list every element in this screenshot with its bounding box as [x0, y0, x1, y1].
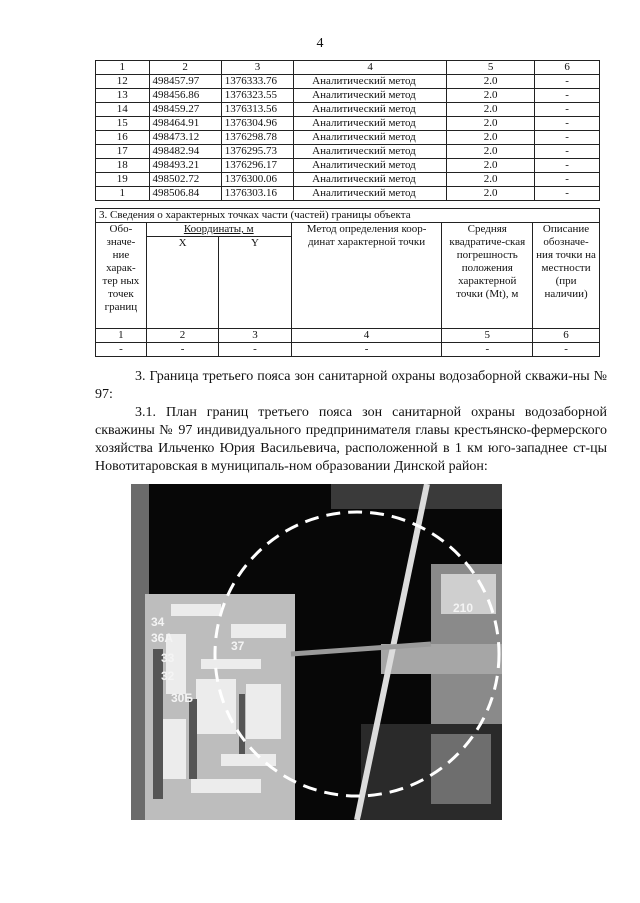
- table-row: [96, 159, 600, 173]
- num-col-5: 5: [442, 329, 533, 343]
- parcel-label: 34: [151, 615, 165, 629]
- table-cell: 19: [96, 173, 150, 187]
- table-row: [96, 131, 600, 145]
- table-row: [96, 145, 600, 159]
- table-cell: 1376313.56: [221, 103, 293, 117]
- table-cell: 2.0: [447, 145, 535, 159]
- section-title: 3. Сведения о характерных точках части (частей) границы объекта: [96, 209, 600, 223]
- table-cell: Аналитический метод: [294, 103, 447, 117]
- table-cell: -: [535, 117, 600, 131]
- section-3-1-text: 3.1. План границ третьего пояса зон санитарной охраны водозаборной скважины № 97 индивидуального предпринимателя главы крестьянско-фермерского хозяйства Ильченко Юрия Васильевича, расположенной в 1 км юго-западнее ст-цы Новотитаровская в муниципаль-ном образовании Динской район:: [95, 405, 607, 474]
- table-header-cell: 3: [221, 61, 293, 75]
- table-cell: 17: [96, 145, 150, 159]
- table-cell: -: [535, 103, 600, 117]
- table-cell: 2.0: [447, 173, 535, 187]
- table-cell: 14: [96, 103, 150, 117]
- table-cell: 498506.84: [149, 187, 221, 201]
- parcel-label: 37: [231, 639, 245, 653]
- parcel-label: 33: [161, 651, 175, 665]
- table-cell: 2.0: [447, 103, 535, 117]
- header-designation: Обо-значе-ние харак-тер ных точек границ: [96, 223, 147, 329]
- map-svg: [131, 484, 502, 820]
- table-cell: 498456.86: [149, 89, 221, 103]
- num-col-4: 4: [291, 329, 442, 343]
- table-cell: 498459.27: [149, 103, 221, 117]
- table-cell: Аналитический метод: [294, 173, 447, 187]
- table-cell: -: [535, 159, 600, 173]
- table-cell: 498464.91: [149, 117, 221, 131]
- table-cell: 12: [96, 75, 150, 89]
- header-method: Метод определения коор-динат характерной точки: [291, 223, 442, 329]
- parcel-label: 210: [453, 601, 474, 615]
- table-cell: Аналитический метод: [294, 89, 447, 103]
- table-row: [96, 89, 600, 103]
- table-cell: 16: [96, 131, 150, 145]
- table-cell: Аналитический метод: [294, 117, 447, 131]
- table-cell: 13: [96, 89, 150, 103]
- table-cell: -: [535, 131, 600, 145]
- satellite-map: [131, 484, 502, 820]
- table-cell: 1376333.76: [221, 75, 293, 89]
- characteristic-points-table: [95, 208, 600, 357]
- page-number: 4: [316, 36, 324, 51]
- table-header-cell: 5: [447, 61, 535, 75]
- table-cell: 1376323.55: [221, 89, 293, 103]
- table-row: [96, 117, 600, 131]
- empty-cell: -: [442, 343, 533, 357]
- empty-cell: -: [146, 343, 218, 357]
- table-cell: Аналитический метод: [294, 131, 447, 145]
- num-col-3: 3: [219, 329, 291, 343]
- table-cell: 2.0: [447, 89, 535, 103]
- table-row: [96, 75, 600, 89]
- empty-cell: -: [291, 343, 442, 357]
- header-coordinates: Координаты, м: [146, 223, 291, 237]
- parcel-label: 36А: [151, 631, 174, 645]
- table-cell: -: [535, 89, 600, 103]
- table-cell: 1376303.16: [221, 187, 293, 201]
- table-cell: 2.0: [447, 75, 535, 89]
- header-description: Описание обозначе-ния точки на местности (при наличии): [533, 223, 600, 329]
- table-cell: 498502.72: [149, 173, 221, 187]
- empty-cell: -: [533, 343, 600, 357]
- table-cell: 1376298.78: [221, 131, 293, 145]
- table-cell: 1376300.06: [221, 173, 293, 187]
- header-y: Y: [219, 237, 291, 329]
- table-cell: 498482.94: [149, 145, 221, 159]
- table-cell: -: [535, 145, 600, 159]
- empty-cell: -: [219, 343, 291, 357]
- table-cell: -: [535, 75, 600, 89]
- table-header-cell: 1: [96, 61, 150, 75]
- table-cell: -: [535, 173, 600, 187]
- header-error: Средняя квадратиче-ская погрешность положения характерной точки (Мt), м: [442, 223, 533, 329]
- table-cell: 18: [96, 159, 150, 173]
- table-cell: 15: [96, 117, 150, 131]
- table-cell: Аналитический метод: [294, 75, 447, 89]
- section-3-heading: 3. Граница третьего пояса зон санитарной охраны водозаборной скважи-ны № 97:: [95, 369, 607, 402]
- table-cell: 1376296.17: [221, 159, 293, 173]
- table-row: [96, 173, 600, 187]
- table-header-cell: 2: [149, 61, 221, 75]
- table-cell: Аналитический метод: [294, 145, 447, 159]
- table-header-cell: 6: [535, 61, 600, 75]
- table-cell: 1: [96, 187, 150, 201]
- table-cell: 498457.97: [149, 75, 221, 89]
- num-col-6: 6: [533, 329, 600, 343]
- coordinates-table: [95, 60, 600, 201]
- table-cell: 1376295.73: [221, 145, 293, 159]
- parcel-label: 32: [161, 669, 175, 683]
- table-cell: 498493.21: [149, 159, 221, 173]
- table-cell: 2.0: [447, 159, 535, 173]
- table-cell: 2.0: [447, 117, 535, 131]
- num-col-1: 1: [96, 329, 147, 343]
- table-row: [96, 187, 600, 201]
- empty-cell: -: [96, 343, 147, 357]
- table-cell: 2.0: [447, 187, 535, 201]
- parcel-label: 30Б: [171, 691, 193, 705]
- table-cell: 498473.12: [149, 131, 221, 145]
- header-x: X: [146, 237, 218, 329]
- table-cell: 1376304.96: [221, 117, 293, 131]
- table-header-row: [96, 61, 600, 75]
- table-cell: Аналитический метод: [294, 159, 447, 173]
- table-cell: Аналитический метод: [294, 187, 447, 201]
- table-cell: -: [535, 187, 600, 201]
- table-cell: 2.0: [447, 131, 535, 145]
- num-col-2: 2: [146, 329, 218, 343]
- table-row: [96, 103, 600, 117]
- table-header-cell: 4: [294, 61, 447, 75]
